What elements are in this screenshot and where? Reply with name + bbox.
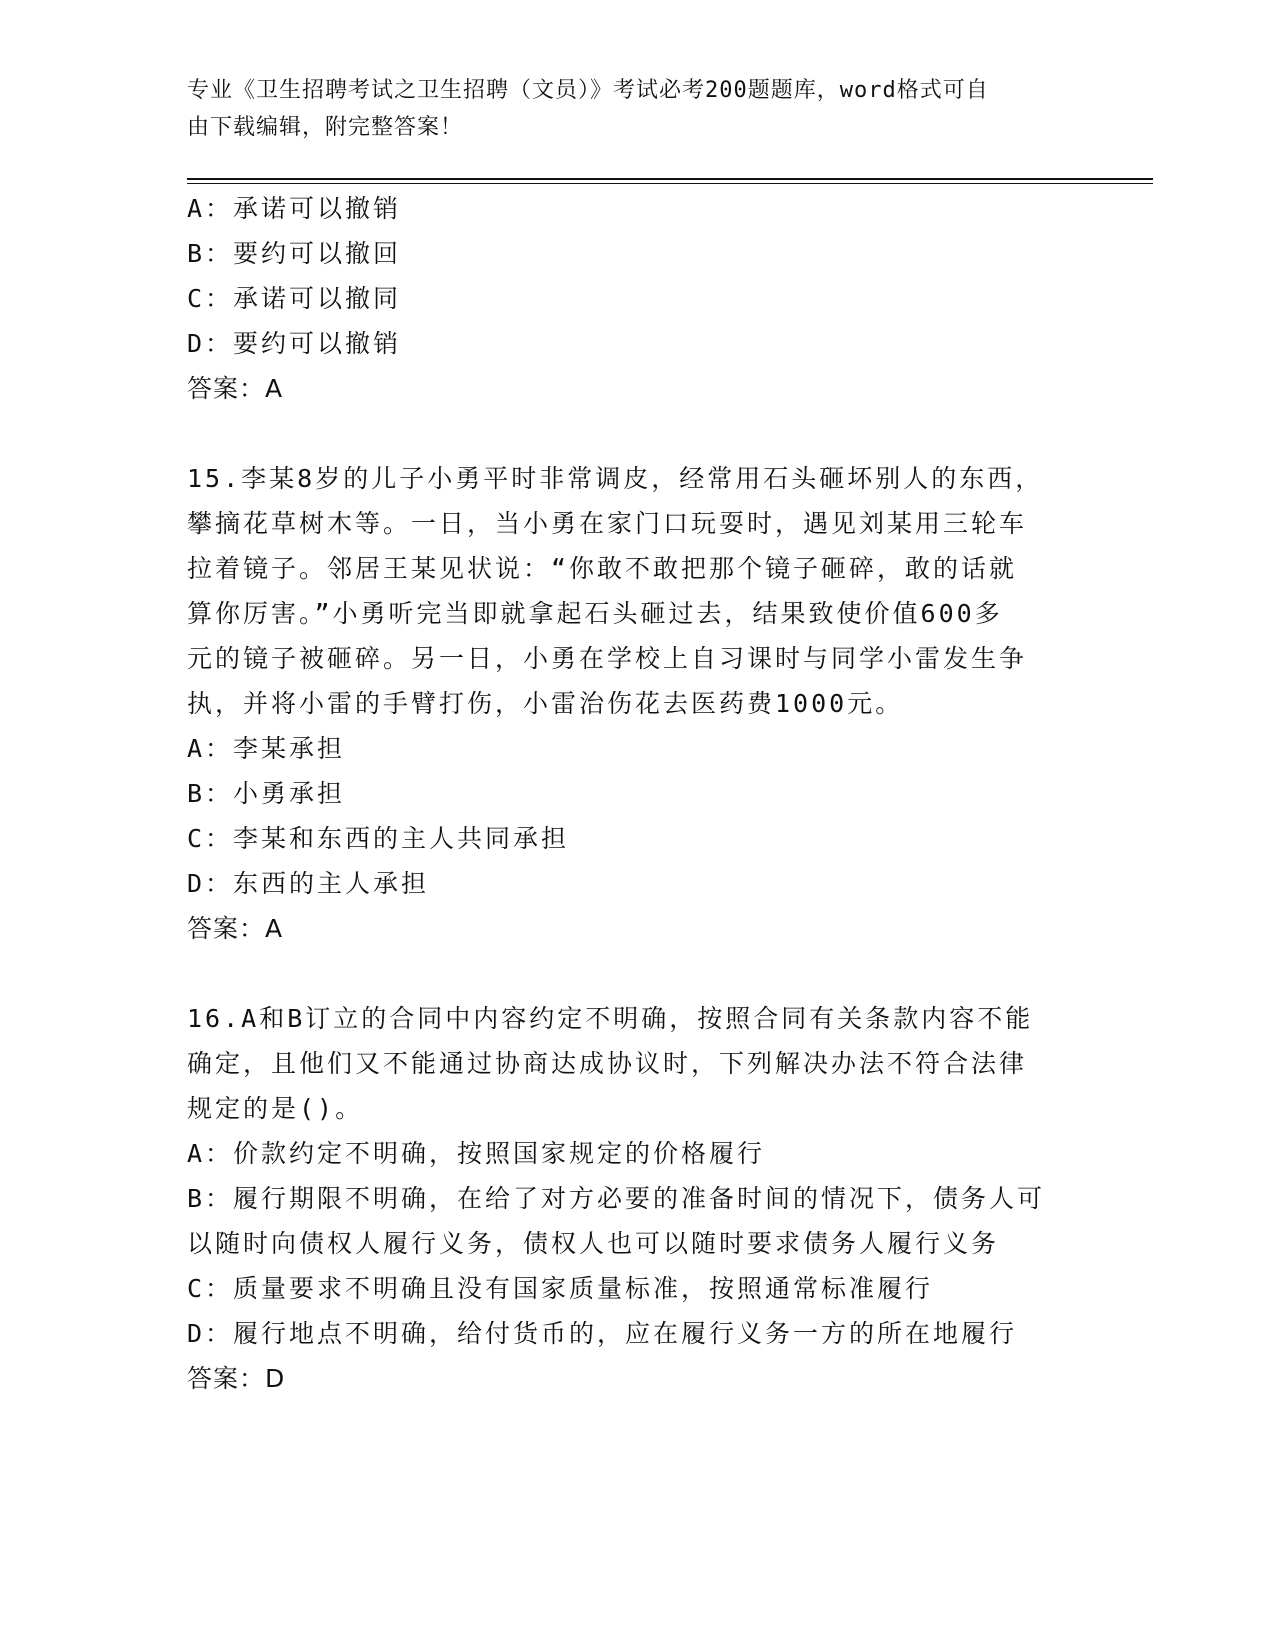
q14-option-a: A：承诺可以撤销 — [187, 194, 402, 223]
q16-option-b-line: B：履行期限不明确，在给了对方必要的准备时间的情况下，债务人可 — [187, 1184, 1046, 1213]
q16-option-a: A：价款约定不明确，按照国家规定的价格履行 — [187, 1139, 766, 1168]
document-header — [187, 72, 1067, 146]
header-divider-thick — [187, 178, 1153, 180]
q15-stem-line: 15.李某8岁的儿子小勇平时非常调皮，经常用石头砸坏别人的东西， — [187, 464, 1044, 493]
q15-stem-line: 执，并将小雷的手臂打伤，小雷治伤花去医药费1000元。 — [187, 689, 904, 718]
q16-option-b-line: 以随时向债权人履行义务，债权人也可以随时要求债务人履行义务 — [187, 1229, 1000, 1258]
q16-option-c: C：质量要求不明确且没有国家质量标准，按照通常标准履行 — [187, 1274, 934, 1303]
q15-stem-line: 元的镜子被砸碎。另一日，小勇在学校上自习课时与同学小雷发生争 — [187, 644, 1028, 673]
q16-stem-line: 16.A和B订立的合同中内容约定不明确，按照合同有关条款内容不能 — [187, 1004, 1034, 1033]
q14-option-c: C：承诺可以撤同 — [187, 284, 402, 313]
q16-stem-line: 确定，且他们又不能通过协商达成协议时，下列解决办法不符合法律 — [187, 1049, 1028, 1078]
header-line-2: 由下载编辑，附完整答案！ — [187, 115, 464, 140]
q15-option-d: D：东西的主人承担 — [187, 869, 430, 898]
header-divider-thin — [187, 183, 1153, 184]
q16-stem-line: 规定的是()。 — [187, 1094, 364, 1123]
q14-option-b: B：要约可以撤回 — [187, 239, 402, 268]
header-line-1: 专业《卫生招聘考试之卫生招聘（文员）》考试必考200题题库，word格式可自 — [187, 78, 989, 103]
q15-option-b: B：小勇承担 — [187, 779, 346, 808]
q15-option-a: A：李某承担 — [187, 734, 346, 763]
q15-option-c: C：李某和东西的主人共同承担 — [187, 824, 570, 853]
q15-stem-line: 算你厉害。”小勇听完当即就拿起石头砸过去，结果致使价值600多 — [187, 599, 1003, 628]
q15-stem-line: 拉着镜子。邻居王某见状说：“你敢不敢把那个镜子砸碎，敢的话就 — [187, 554, 1018, 583]
q14-option-d: D：要约可以撤销 — [187, 329, 402, 358]
q16-option-d: D：履行地点不明确，给付货币的，应在履行义务一方的所在地履行 — [187, 1319, 1018, 1348]
q15-stem-line: 攀摘花草树木等。一日，当小勇在家门口玩耍时，遇见刘某用三轮车 — [187, 509, 1028, 538]
q15-answer: 答案：A — [187, 914, 284, 943]
q14-answer: 答案：A — [187, 374, 284, 403]
q16-answer: 答案：D — [187, 1364, 286, 1393]
